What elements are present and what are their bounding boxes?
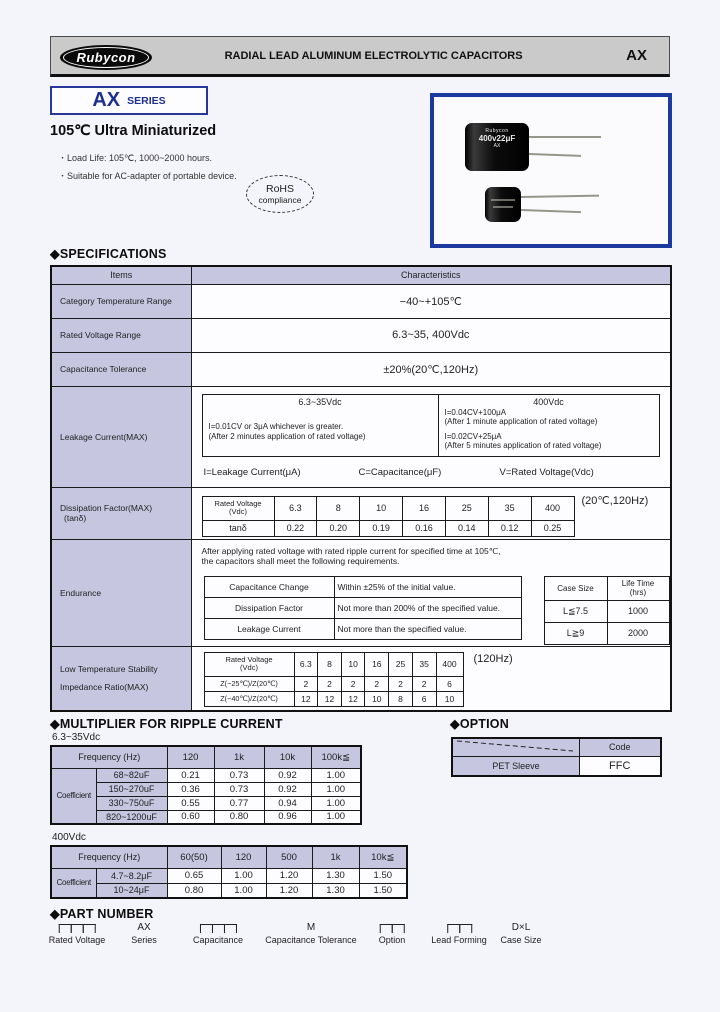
impedance-value: 6 <box>436 676 463 691</box>
spec-label-leakage-current: Leakage Current(MAX) <box>51 386 191 487</box>
series-code: AX <box>626 47 647 64</box>
freq-col: 500 <box>266 846 312 868</box>
tand-value: 0.19 <box>360 520 403 536</box>
freq-col: 1k <box>214 746 264 768</box>
cap-range: 68~82uF <box>96 768 167 782</box>
freq-col: 10k <box>264 746 311 768</box>
series-name: AX <box>92 89 121 111</box>
ripple-coef: 1.00 <box>311 810 361 824</box>
endurance-requirements-table <box>204 576 522 640</box>
spec-cell-dissipation <box>191 487 671 539</box>
feature-bullet-2: ・Suitable for AC-adapter of portable device. <box>58 171 237 181</box>
logo-text: Rubycon <box>76 50 136 65</box>
leakage-high-note1: (After 1 minute application of rated voltage) <box>444 416 598 426</box>
ripple-coef: 0.65 <box>167 868 221 883</box>
ripple-coef: 0.36 <box>167 782 214 796</box>
series-name-box <box>50 86 208 115</box>
ripple-coef: 0.96 <box>264 810 311 824</box>
diagonal-line <box>456 739 576 753</box>
ripple-coef: 0.77 <box>214 796 264 810</box>
option-sleeve-code: FFC <box>580 756 661 776</box>
dissipation-condition: (20℃,120Hz) <box>581 494 649 507</box>
dissipation-voltage: 16 <box>403 496 446 520</box>
pn-group-tolerance: M Capacitance Tolerance <box>265 922 357 945</box>
ripple-coef: 1.20 <box>266 883 312 898</box>
ripple-coef: 0.73 <box>214 782 264 796</box>
option-table <box>451 737 662 777</box>
pn-group-capacitance: Capacitance <box>193 922 243 945</box>
lowtemp-head: Rated Voltage (Vdc) <box>204 652 294 676</box>
spec-head-characteristics: Characteristics <box>191 266 671 284</box>
freq-header: Frequency (Hz) <box>51 846 167 868</box>
endurance-req: Within ±25% of the initial value. <box>334 576 521 597</box>
ripple-coef: 0.21 <box>167 768 214 782</box>
leakage-high-note2: (After 5 minutes application of rated voltage) <box>444 440 602 450</box>
leakage-high-formula1: I=0.04CV+100μA <box>444 407 507 417</box>
impedance-value: 2 <box>341 676 365 691</box>
product-photo <box>430 93 672 248</box>
legend-rated-voltage: V=Rated Voltage(Vdc) <box>499 466 594 478</box>
ripple-coef: 0.80 <box>214 810 264 824</box>
capacitor-lead <box>529 136 601 138</box>
endurance-req: Not more than 200% of the specified value. <box>334 597 521 618</box>
spec-cell-leakage-current <box>191 386 671 487</box>
capacitor-lead <box>521 195 599 198</box>
capacitor-value-print: 400v22μF <box>478 134 516 143</box>
ripple-table-low-voltage <box>50 745 362 825</box>
spec-cell-endurance <box>191 539 671 646</box>
impedance-value: 10 <box>436 691 463 706</box>
life-hours: 2000 <box>607 622 669 644</box>
endurance-intro-line2: the capacitors shall meet the following requirements. <box>201 555 400 566</box>
tand-value: 0.12 <box>488 520 531 536</box>
lowtemp-condition: (120Hz) <box>473 652 513 665</box>
ripple-coef: 0.92 <box>264 782 311 796</box>
capacitor-lead <box>529 153 581 157</box>
impedance-value: 12 <box>294 691 318 706</box>
capacitor-large <box>465 123 529 171</box>
rohs-line1: RoHS <box>265 183 294 195</box>
ripple-low-caption: 6.3~35Vdc <box>52 732 101 743</box>
ripple-coef: 0.73 <box>214 768 264 782</box>
cap-range: 4.7~8.2μF <box>96 868 167 883</box>
capacitor-series-print: AX <box>493 143 501 149</box>
leakage-low-header: 6.3~35Vdc <box>298 396 342 407</box>
leakage-high-formula2: I=0.02CV+25μA <box>444 431 502 441</box>
ripple-coef: 1.20 <box>266 868 312 883</box>
coefficient-label: Coefficient <box>51 868 96 898</box>
spec-cell-lowtemp <box>191 646 671 711</box>
tand-value: 0.14 <box>445 520 488 536</box>
ripple-coef: 0.94 <box>264 796 311 810</box>
tand-value: 0.16 <box>403 520 446 536</box>
ripple-table-high-voltage <box>50 845 408 899</box>
capacitor-small <box>485 187 521 222</box>
coefficient-label: Coefficient <box>51 768 96 824</box>
freq-col: 1k <box>312 846 359 868</box>
rohs-badge <box>246 175 314 213</box>
case-size: L≧9 <box>544 622 607 644</box>
feature-bullet-1: ・Load Life: 105℃, 1000~2000 hours. <box>58 153 212 163</box>
ripple-coef: 1.00 <box>311 768 361 782</box>
cap-range: 330~750uF <box>96 796 167 810</box>
dissipation-voltage: 400 <box>531 496 574 520</box>
impedance-row2-label: Z(−40℃)/Z(20℃) <box>204 691 294 706</box>
leakage-low-formula: I=0.01CV or 3μA whichever is greater. <box>208 421 344 431</box>
impedance-value: 2 <box>412 676 436 691</box>
spec-table <box>50 265 672 712</box>
specifications-title: ◆SPECIFICATIONS <box>50 247 167 261</box>
tand-value: 0.20 <box>317 520 360 536</box>
endurance-item: Leakage Current <box>204 618 334 639</box>
ripple-coef: 1.00 <box>311 796 361 810</box>
lowtemp-voltage: 25 <box>389 652 413 676</box>
legend-capacitance: C=Capacitance(μF) <box>358 466 442 478</box>
rohs-line2: compliance <box>258 195 302 205</box>
capacitor-lead <box>521 209 581 213</box>
freq-col: 10k≦ <box>359 846 407 868</box>
cap-range: 10~24μF <box>96 883 167 898</box>
ripple-coef: 0.55 <box>167 796 214 810</box>
impedance-value: 6 <box>412 691 436 706</box>
ripple-coef: 1.00 <box>221 883 266 898</box>
pn-digit-boxes <box>49 922 106 934</box>
life-time-head: Life Time (hrs) <box>607 576 669 600</box>
rubycon-logo <box>60 45 152 70</box>
dissipation-voltage: 35 <box>488 496 531 520</box>
ripple-high-caption: 400Vdc <box>52 832 86 843</box>
spec-label-category-temp: Category Temperature Range <box>51 284 191 318</box>
spec-value-category-temp: −40~+105℃ <box>191 284 671 318</box>
cap-range: 150~270uF <box>96 782 167 796</box>
spec-label-lowtemp <box>51 646 191 711</box>
endurance-item: Capacitance Change <box>204 576 334 597</box>
dissipation-voltage: 25 <box>445 496 488 520</box>
spec-label-dissipation <box>51 487 191 539</box>
pn-group-lead-forming: Lead Forming <box>431 922 487 945</box>
spec-label-endurance: Endurance <box>51 539 191 646</box>
pn-group-series: AX Series <box>131 922 157 945</box>
lowtemp-voltage: 16 <box>365 652 389 676</box>
tand-value: 0.22 <box>274 520 317 536</box>
impedance-value: 8 <box>389 691 413 706</box>
impedance-value: 2 <box>318 676 342 691</box>
lowtemp-voltage: 6.3 <box>294 652 318 676</box>
dissipation-label-line1: Dissipation Factor(MAX) <box>60 503 153 513</box>
impedance-value: 12 <box>341 691 365 706</box>
series-suffix: SERIES <box>127 94 166 107</box>
impedance-value: 2 <box>294 676 318 691</box>
ripple-title: ◆MULTIPLIER FOR RIPPLE CURRENT <box>50 717 283 731</box>
endurance-req: Not more than the specified value. <box>334 618 521 639</box>
option-sleeve-label: PET Sleeve <box>452 756 580 776</box>
freq-col: 120 <box>221 846 266 868</box>
ripple-coef: 0.60 <box>167 810 214 824</box>
dissipation-label-line2: (tanδ) <box>64 513 87 523</box>
freq-col: 60(50) <box>167 846 221 868</box>
pn-digit-boxes <box>379 922 406 934</box>
impedance-value: 10 <box>365 691 389 706</box>
ripple-coef: 1.30 <box>312 883 359 898</box>
ripple-coef: 1.50 <box>359 868 407 883</box>
pn-group-case-size: D×L Case Size <box>500 922 542 945</box>
dissipation-table <box>202 496 575 537</box>
case-size: L≦7.5 <box>544 600 607 622</box>
freq-header: Frequency (Hz) <box>51 746 167 768</box>
dissipation-voltage: 8 <box>317 496 360 520</box>
lowtemp-voltage: 400 <box>436 652 463 676</box>
intro-heading: 105℃ Ultra Miniaturized <box>50 123 217 139</box>
impedance-value: 12 <box>318 691 342 706</box>
page-title: RADIAL LEAD ALUMINUM ELECTROLYTIC CAPACITORS <box>224 49 523 62</box>
endurance-intro-line1: After applying rated voltage with rated ripple current for specified time at 105℃, <box>201 545 501 556</box>
impedance-value: 2 <box>389 676 413 691</box>
ripple-coef: 1.00 <box>311 782 361 796</box>
spec-head-items: Items <box>51 266 191 284</box>
spec-value-capacitance-tolerance: ±20%(20℃,120Hz) <box>191 352 671 386</box>
capacitor-brand-print: Rubycon <box>485 128 509 134</box>
leakage-high-voltage-cell <box>439 395 659 456</box>
leakage-low-voltage-cell <box>203 395 439 456</box>
spec-label-capacitance-tolerance: Capacitance Tolerance <box>51 352 191 386</box>
spec-value-rated-voltage: 6.3~35, 400Vdc <box>191 318 671 352</box>
header-bar <box>50 36 670 77</box>
impedance-row1-label: Z(−25℃)/Z(20℃) <box>204 676 294 691</box>
cap-range: 820~1200uF <box>96 810 167 824</box>
lowtemp-voltage: 35 <box>412 652 436 676</box>
dissipation-voltage: 6.3 <box>274 496 317 520</box>
option-title: ◆OPTION <box>450 717 509 731</box>
ripple-coef: 0.80 <box>167 883 221 898</box>
ripple-coef: 1.30 <box>312 868 359 883</box>
ripple-coef: 1.50 <box>359 883 407 898</box>
impedance-ratio-table <box>204 652 464 707</box>
case-size-head: Case Size <box>544 576 607 600</box>
pn-group-option: Option <box>379 922 406 945</box>
dissipation-voltage: 10 <box>360 496 403 520</box>
lowtemp-label-line2: Impedance Ratio(MAX) <box>60 682 149 693</box>
lowtemp-voltage: 8 <box>318 652 342 676</box>
endurance-case-table <box>544 576 670 645</box>
option-diagonal-cell <box>452 738 580 756</box>
dissipation-head: Rated Voltage (Vdc) <box>202 496 274 520</box>
tand-value: 0.25 <box>531 520 574 536</box>
lowtemp-label-line1: Low Temperature Stability <box>60 664 158 675</box>
tand-row-label: tanδ <box>202 520 274 536</box>
endurance-item: Dissipation Factor <box>204 597 334 618</box>
ripple-coef: 0.92 <box>264 768 311 782</box>
part-number-title: ◆PART NUMBER <box>50 907 154 921</box>
life-hours: 1000 <box>607 600 669 622</box>
leakage-low-note: (After 2 minutes application of rated voltage) <box>208 431 366 441</box>
lowtemp-voltage: 10 <box>341 652 365 676</box>
pn-group-rated-voltage: Rated Voltage <box>49 922 106 945</box>
impedance-value: 2 <box>365 676 389 691</box>
option-code-head: Code <box>580 738 661 756</box>
pn-digit-boxes <box>431 922 487 934</box>
freq-col: 120 <box>167 746 214 768</box>
freq-col: 100k≦ <box>311 746 361 768</box>
leakage-high-header: 400Vdc <box>533 396 564 407</box>
spec-label-rated-voltage: Rated Voltage Range <box>51 318 191 352</box>
legend-leakage-current: I=Leakage Current(μA) <box>203 466 301 478</box>
pn-digit-boxes <box>193 922 243 934</box>
leakage-inner-table <box>202 394 660 457</box>
ripple-coef: 1.00 <box>221 868 266 883</box>
